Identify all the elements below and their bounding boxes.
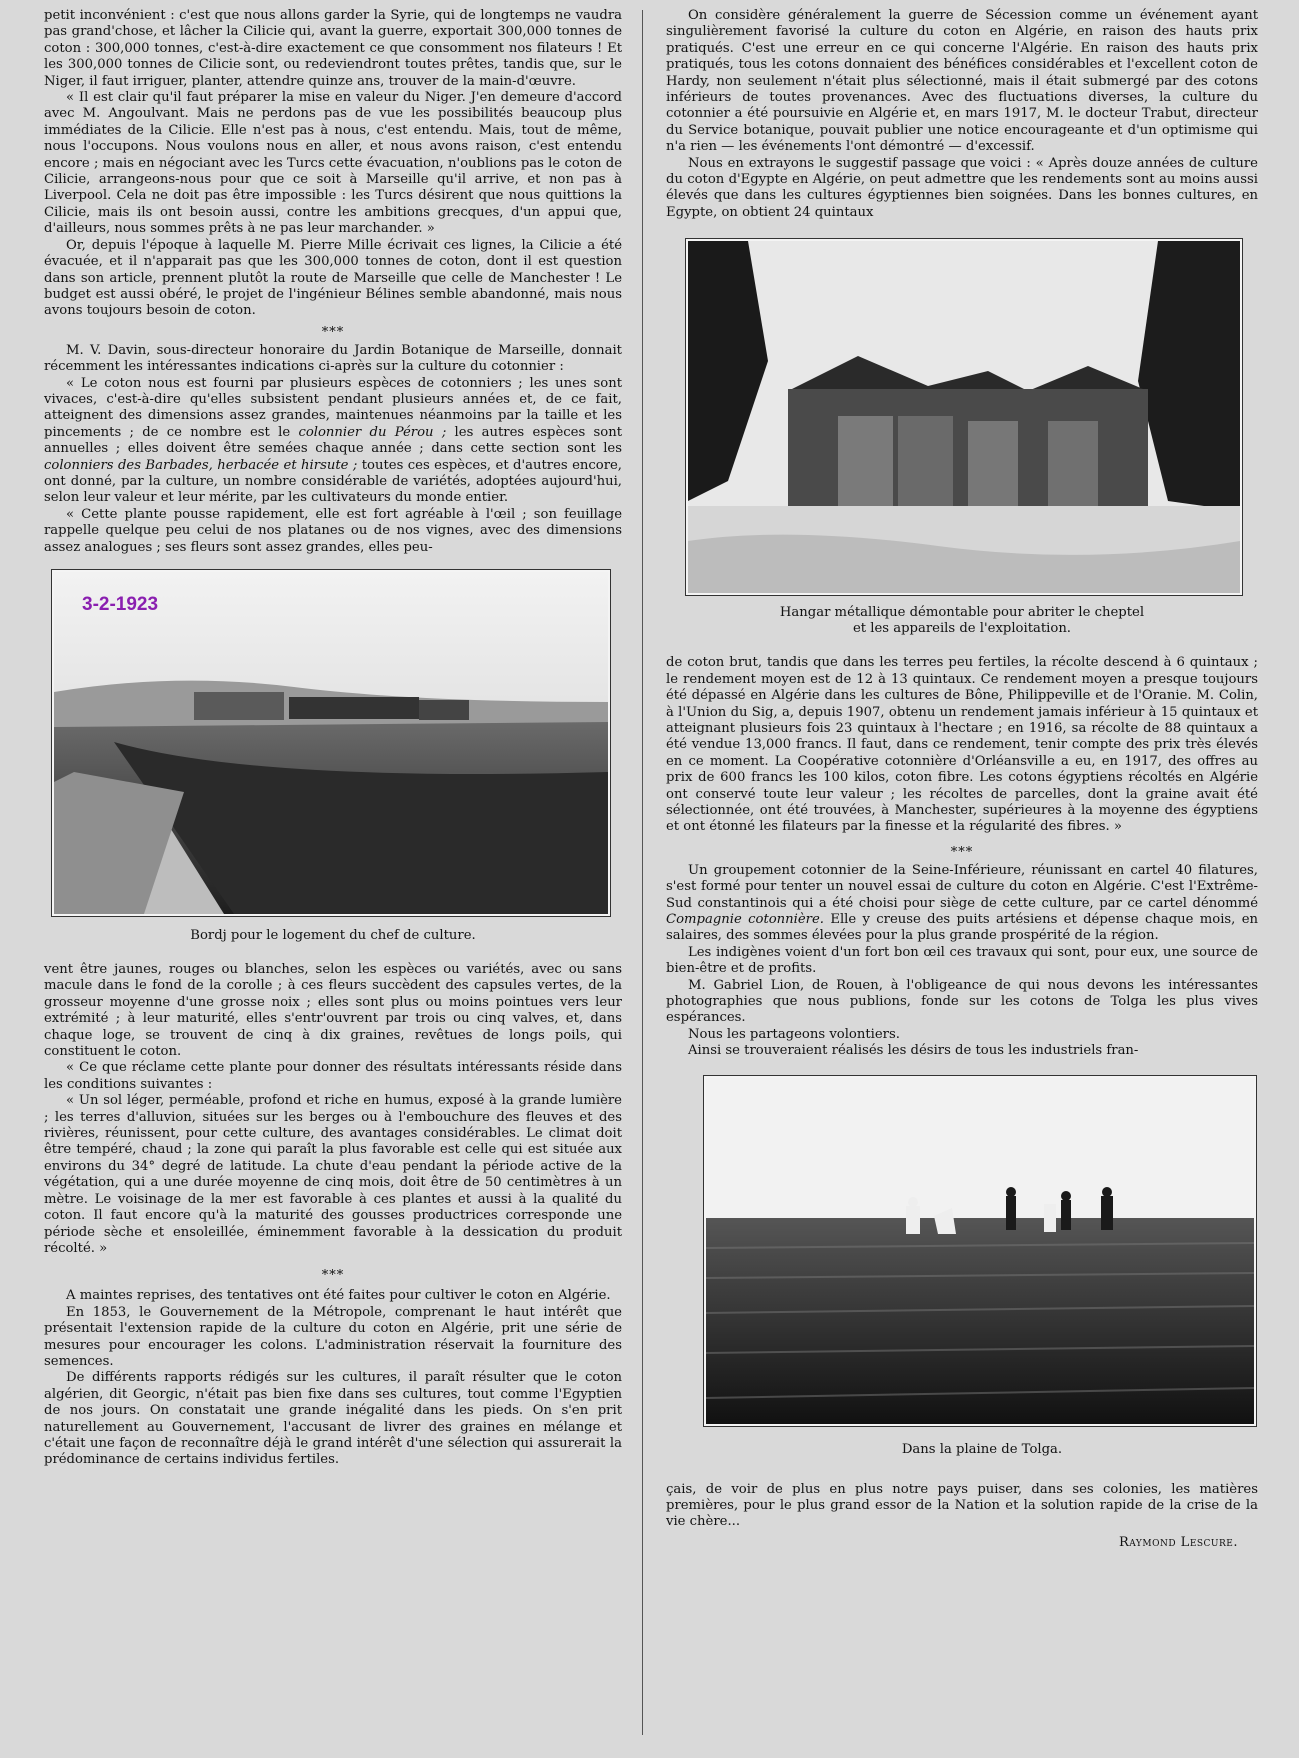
bordj-photo-image <box>54 572 608 914</box>
paragraph: Ainsi se trouveraient réalisés les désirs de tous les industriels fran- <box>688 1043 1139 1059</box>
paragraph: « Le coton nous est fourni par plusieurs espèces de cotonniers ; les unes sont vivaces, c'est-à-dire qu'elles subsistent pendant plusieurs années et, de ce fait, atteignent des dimensions assez grandes, maintenues néanmoins par la taille et les pincements ; de ce nombre est le colonnier du Pérou ; les autres espèces sont annuelles ; elles doivent être semées chaque année ; dans cette section sont les colonniers des Barbades, herbacée et hirsute ; toutes ces espèces, et d'autres encore, ont donné, par la culture, un nombre considérable de variétés, adoptées aujourd'hui, selon leur valeur et leur mérite, par les cultivateurs du monde entier. <box>44 375 623 506</box>
left-column <box>44 8 622 1469</box>
photo-bordj <box>52 570 610 916</box>
paragraph: On considère généralement la guerre de Sécession comme un événement ayant singulièrement favorisé la culture du coton en Algérie, en raison des hauts prix pratiqués. C'est une erreur en ce qui concerne l'Algérie. En raison des hauts prix pratiqués, tous les cotons donnaient des bénéfices considérables et l'excellent coton de Hardy, non seulement n'était plus sélectionné, mais il était submergé par des cotons inférieurs de toutes provenances. Avec des fluctuations diverses, la culture du cotonnier a été poursuivie en Algérie et, en mars 1917, M. le docteur Trabut, directeur du Service botanique, pouvait publier une notice encourageante et d'un optimisme qui n'a rien — les événements l'ont démontré — d'excessif. <box>666 8 1258 155</box>
paragraph: En 1853, le Gouvernement de la Métropole, comprenant le haut intérêt que présentait l'extension rapide de la culture du coton en Algérie, prit une série de mesures pour encourager les colons. L'administration réservait la fourniture des semences. <box>44 1304 622 1369</box>
right-column <box>666 8 1258 1550</box>
paragraph: Nous les partageons volontiers. <box>688 1026 900 1042</box>
section-separator: *** <box>321 324 345 340</box>
paragraph: de coton brut, tandis que dans les terres peu fertiles, la récolte descend à 6 quintaux ; le rendement moyen est de 12 à 13 quintaux. Ce rendement moyen a presque toujours été dépassé en Algérie dans les cultures de Bône, Philippeville et de l'Oranie. M. Colin, à l'Union du Sig, a, depuis 1907, obtenu un rendement jamais inférieur à 15 quintaux et atteignant plusieurs fois 23 quintaux à l'hectare ; en 1916, sa récolte de 88 quintaux a été vendue 13,000 francs. Il faut, dans ce rendement, tenir compte des prix très élevés en ce moment. La Coopérative cotonnière d'Orléansville a eu, en 1917, des offres au prix de 600 francs les 100 kilos, coton fibre. Les cotons égyptiens récoltés en Algérie ont conservé toute leur valeur ; les récoltes de parcelles, dont la graine avait été sélectionnée, ont été trouvées, à Manchester, supérieures à la moyenne des égyptiens et ont étonné les filateurs par la finesse et la régularité des fibres. » <box>666 655 1258 835</box>
photo-tolga-plain <box>704 1076 1256 1426</box>
paragraph: Or, depuis l'époque à laquelle M. Pierre Mille écrivait ces lignes, la Cilicie a été évacuée, et il n'apparait pas que les 300,000 tonnes de coton, dont il est question dans son article, prennent plutôt la route de Marseille que celle de Manchester ! Le budget est aussi obéré, le projet de l'ingénieur Bélines semble abandonné, mais nous avons toujours besoin de coton. <box>44 237 622 319</box>
paragraph: M. Gabriel Lion, de Rouen, à l'obligeance de qui nous devons les intéressantes photographies que nous publions, fonde sur les cotons de Tolga les plus vives espérances. <box>666 977 1258 1026</box>
section-separator: *** <box>950 844 974 860</box>
section-separator: *** <box>321 1268 345 1284</box>
paragraph: « Un sol léger, perméable, profond et riche en humus, exposé à la grande lumière ; les terres d'alluvion, situées sur les berges ou à l'embouchure des fleuves et des rivières, réunissent, pour cette culture, des avantages considérables. Le climat doit être tempéré, chaud ; la zone qui paraît la plus favorable est celle qui est située aux environs du 34° degré de latitude. La chute d'eau pendant la période active de la végétation, qui a une durée moyenne de cinq mois, doit être de 50 centimètres à un mètre. Le voisinage de la mer est favorable à ces plantes et aussi à la qualité du coton. Il faut encore qu'à la maturité des gousses productrices corresponde une période sèche et ensoleillée, éminemment favorable à la dessication du produit récolté. » <box>44 1093 622 1256</box>
paragraph: De différents rapports rédigés sur les cultures, il paraît résulter que le coton algérien, dit Georgic, n'était pas bien fixe dans ses cultures, tout comme l'Egyptien de nos jours. On constatait une grande inégalité dans les pieds. On s'en prit naturellement au Gouvernement, l'accusant de livrer des graines en mélange et c'était une façon de reconnaître déjà le grand intérêt d'une sélection qui assurerait la prédominance de certains individus fertiles. <box>44 1370 622 1468</box>
paragraph: « Cette plante pousse rapidement, elle est fort agréable à l'œil ; son feuillage rappelle quelque peu celui de nos platanes ou de nos vignes, avec des dimensions assez analogues ; ses fleurs sont assez grandes, elles peu- <box>44 506 622 555</box>
column-divider <box>642 10 643 1735</box>
paragraph: Nous en extrayons le suggestif passage que voici : « Après douze années de culture du coton d'Egypte en Algérie, on peut admettre que les rendements sont au moins aussi élevés que dans les cultures égyptiennes bien soignées. Dans les bonnes cultures, en Egypte, on obtient 24 quintaux <box>666 155 1258 220</box>
tolga-plain-photo-image <box>706 1078 1254 1424</box>
paragraph: « Ce que réclame cette plante pour donner des résultats intéressants réside dans les conditions suivantes : <box>44 1060 622 1092</box>
photo-caption: Bordj pour le logement du chef de culture. <box>190 928 476 943</box>
paragraph: petit inconvénient : c'est que nous allons garder la Syrie, qui de longtemps ne vaudra pas grand'chose, et lâcher la Cilicie qui, avant la guerre, exportait 300,000 tonnes de coton : 300,000 tonnes, c'est-à-dire exactement ce que consomment nos filateurs ! Et les 300,000 tonnes de Cilicie sont, ou redeviendront toutes prêtes, tandis que, sur le Niger, il faut irriguer, planter, attendre quinze ans, trouver de la main-d'œuvre. <box>44 8 622 89</box>
photo-hangar <box>686 239 1242 595</box>
paragraph: vent être jaunes, rouges ou blanches, selon les espèces ou variétés, avec ou sans macule dans le fond de la corolle ; à ces fleurs succèdent des capsules vertes, de la grosseur moyenne d'une grosse noix ; elles sont plus ou moins pointues vers leur extrémité ; à leur maturité, elles s'entr'ouvrent par trois ou cinq valves, et, dans chaque loge, se trouvent de cinq à dix graines, revêtues de longs poils, qui constituent le coton. <box>44 962 622 1060</box>
paragraph: Un groupement cotonnier de la Seine-Inférieure, réunissant en cartel 40 filatures, s'est formé pour tenter un nouvel essai de culture du coton en Algérie. C'est l'Extrême-Sud constantinois qui a été choisi pour siège de cette culture, par ce cartel dénommé Compagnie cotonnière. Elle y creuse des puits artésiens et dépense chaque mois, en salaires, des sommes élevées pour la plus grande prospérité de la région. <box>666 862 1258 944</box>
hangar-photo-image <box>688 241 1240 593</box>
paragraph: « Il est clair qu'il faut préparer la mise en valeur du Niger. J'en demeure d'accord avec M. Angoulvant. Mais ne perdons pas de vue les possibilités beaucoup plus immédiates de la Cilicie. Elle n'est pas à nous, c'est entendu. Mais, tout de même, nous l'occupons. Nous voulons nous en aller, et nous avons raison, c'est entendu encore ; mais en négociant avec les Turcs cette évacuation, n'oublions pas le coton de Cilicie, arrangeons-nous pour que ce soit à Marseille qu'il arrive, et non pas à Liverpool. Cela ne doit pas être impossible : les Turcs désirent que nous quittions la Cilicie, mais ils ont besoin aussi, contre les ambitions grecques, d'un appui que, d'ailleurs, nous sommes prêts à ne pas leur marchander. » <box>44 90 622 237</box>
author-signature: Raymond Lescure. <box>1119 1534 1238 1550</box>
photo-caption: Dans la plaine de Tolga. <box>901 1441 1063 1457</box>
paragraph: Les indigènes voient d'un fort bon œil ces travaux qui sont, pour eux, une source de bien-être et de profits. <box>666 944 1258 977</box>
paragraph: A maintes reprises, des tentatives ont été faites pour cultiver le coton en Algérie. <box>66 1288 611 1304</box>
photo-caption: et les appareils de l'exploitation. <box>852 621 1072 637</box>
paragraph: çais, de voir de plus en plus notre pays puiser, dans ses colonies, les matières premières, pour le plus grand essor de la Nation et la solution rapide de la crise de la vie chère... <box>666 1481 1258 1530</box>
date-stamp: 3-2-1923 <box>82 594 159 615</box>
photo-caption: Hangar métallique démontable pour abriter le cheptel <box>779 605 1145 621</box>
paragraph: M. V. Davin, sous-directeur honoraire du Jardin Botanique de Marseille, donnait récemment les intéressantes indications ci-après sur la culture du cotonnier : <box>44 342 622 375</box>
